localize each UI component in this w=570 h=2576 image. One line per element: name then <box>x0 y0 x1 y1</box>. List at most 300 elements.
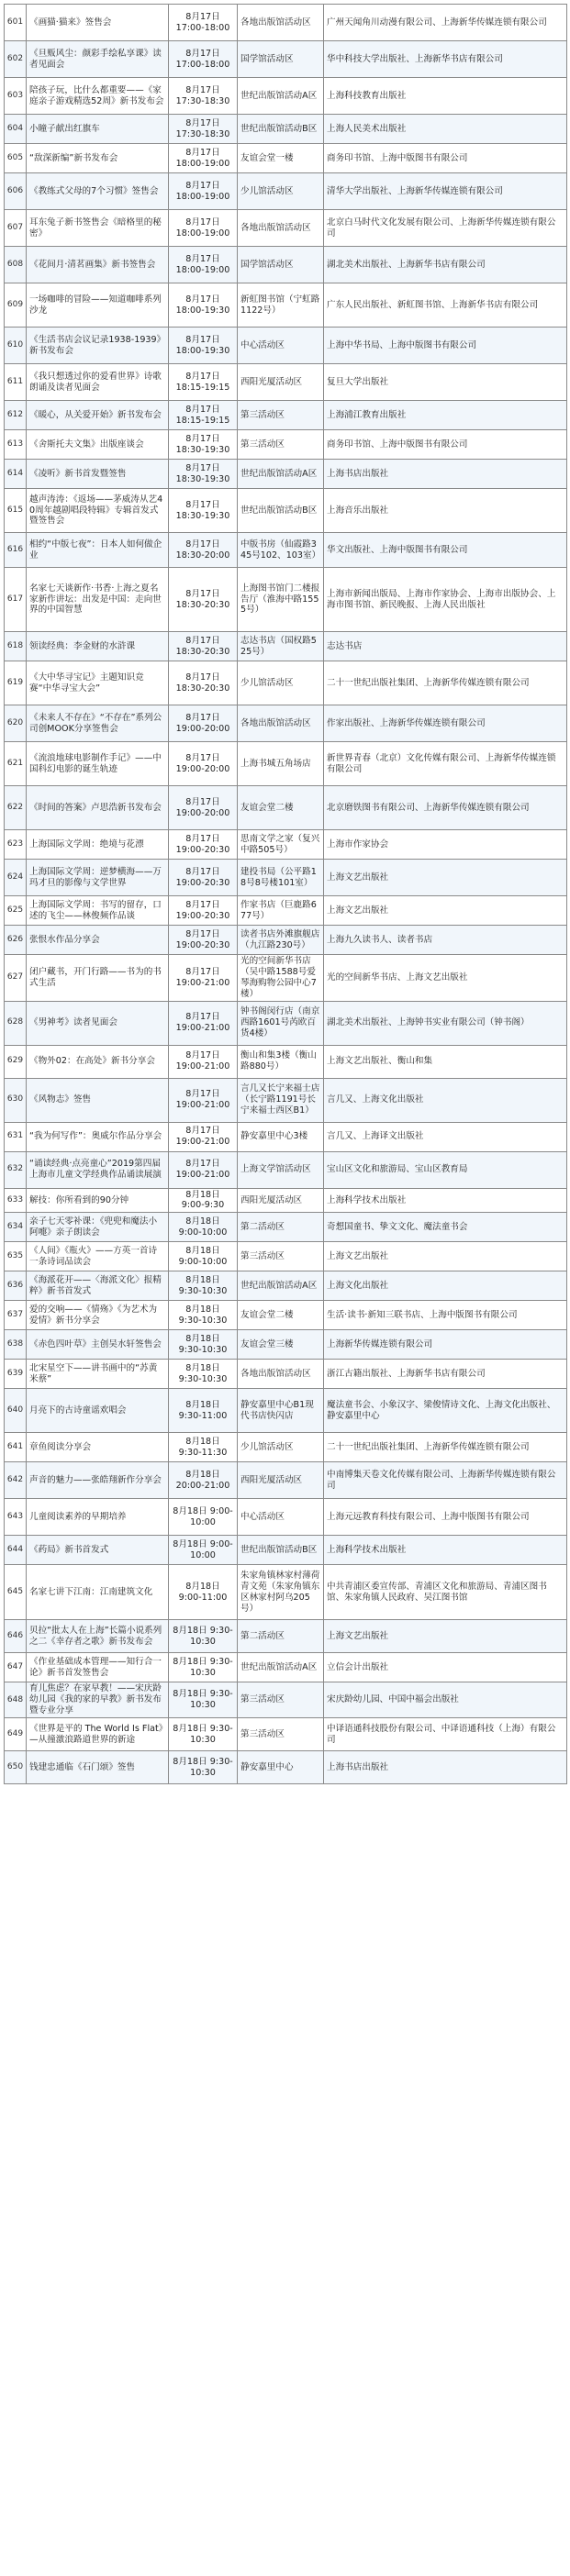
event-venue: 友谊会堂三楼 <box>238 1330 324 1360</box>
event-organizer: 上海科学技术出版社 <box>324 1188 567 1213</box>
event-time: 8月17日 19:00-20:00 <box>169 742 238 786</box>
event-venue: 上海书城五角场店 <box>238 742 324 786</box>
event-time: 8月18日 9:30-10:30 <box>169 1360 238 1389</box>
event-title: 耳东兔子新书签售会《暗格里的秘密》 <box>27 210 169 247</box>
table-row <box>5 860 567 896</box>
event-venue: 西阳光厦活动区 <box>238 1188 324 1213</box>
table-row <box>5 742 567 786</box>
event-venue: 少儿馆活动区 <box>238 173 324 210</box>
event-organizer: 上海文化出版社 <box>324 1271 567 1301</box>
event-time: 8月18日 9:00-10:00 <box>169 1213 238 1242</box>
event-organizer: 上海书店出版社 <box>324 1751 567 1784</box>
event-time: 8月17日 19:00-20:30 <box>169 926 238 955</box>
event-time: 8月17日 18:30-19:30 <box>169 489 238 533</box>
table-row <box>5 1565 567 1620</box>
event-number: 629 <box>5 1045 27 1078</box>
event-organizer: 湖北美术出版社、上海钟书实业有限公司（钟书阁） <box>324 1001 567 1045</box>
event-time: 8月18日 9:30-10:30 <box>169 1271 238 1301</box>
event-time: 8月17日 17:00-18:00 <box>169 41 238 78</box>
event-venue: 第三活动区 <box>238 401 324 430</box>
event-number: 633 <box>5 1188 27 1213</box>
event-time: 8月17日 19:00-21:00 <box>169 955 238 1002</box>
event-venue: 志达书店（国权路525号） <box>238 632 324 661</box>
event-title: 《凌听》新书首发暨签售 <box>27 460 169 489</box>
table-row <box>5 173 567 210</box>
event-number: 630 <box>5 1078 27 1122</box>
event-title: 《风物志》签售 <box>27 1078 169 1122</box>
event-time: 8月18日 9:00-10:00 <box>169 1499 238 1536</box>
table-row <box>5 1536 567 1565</box>
event-time: 8月18日 9:30-10:30 <box>169 1718 238 1751</box>
event-title: 领读经典：李金财的水浒课 <box>27 632 169 661</box>
table-row <box>5 1242 567 1271</box>
event-number: 621 <box>5 742 27 786</box>
event-number: 625 <box>5 896 27 926</box>
event-time: 8月17日 19:00-21:00 <box>169 1122 238 1151</box>
event-title: 《大中华寻宝记》主题知识竞赛“中华寻宝大会” <box>27 661 169 705</box>
table-row <box>5 1620 567 1653</box>
event-title: 上海国际文学周：绝境与花漂 <box>27 830 169 860</box>
event-time: 8月17日 18:15-19:15 <box>169 401 238 430</box>
event-organizer: 华文出版社、上海中版图书有限公司 <box>324 533 567 568</box>
event-title: 月亮下的古诗童谣欢唱会 <box>27 1389 169 1433</box>
event-time: 8月18日 9:30-10:30 <box>169 1653 238 1682</box>
event-organizer: 宋庆龄幼儿园、中国中福会出版社 <box>324 1682 567 1718</box>
event-organizer: 上海市作家协会 <box>324 830 567 860</box>
event-number: 645 <box>5 1565 27 1620</box>
event-number: 631 <box>5 1122 27 1151</box>
event-organizer: 上海新华传媒连锁有限公司 <box>324 1330 567 1360</box>
event-number: 644 <box>5 1536 27 1565</box>
table-row <box>5 1389 567 1433</box>
event-number: 650 <box>5 1751 27 1784</box>
event-venue: 各地出版馆活动区 <box>238 1360 324 1389</box>
event-organizer: 中译语通科技股份有限公司、中译语通科技（上海）有限公司 <box>324 1718 567 1751</box>
event-number: 641 <box>5 1433 27 1462</box>
event-time: 8月17日 18:00-19:00 <box>169 247 238 283</box>
event-venue: 第二活动区 <box>238 1213 324 1242</box>
event-venue: 静安嘉里中心 <box>238 1751 324 1784</box>
event-venue: 各地出版馆活动区 <box>238 210 324 247</box>
event-time: 8月17日 18:30-20:30 <box>169 632 238 661</box>
event-time: 8月18日 9:30-10:30 <box>169 1682 238 1718</box>
event-time: 8月17日 18:00-19:30 <box>169 328 238 364</box>
event-number: 618 <box>5 632 27 661</box>
event-title: 育儿焦虑？在家早教！——宋庆龄幼儿园《我的家的早教》新书发布暨专业分享 <box>27 1682 169 1718</box>
event-venue: 朱家角镇林家村薄荷青文苑（朱家角镇东区林家村阿乌205号） <box>238 1565 324 1620</box>
event-time: 8月17日 17:30-18:30 <box>169 115 238 144</box>
table-row <box>5 144 567 173</box>
event-time: 8月17日 17:30-18:30 <box>169 78 238 115</box>
event-venue: 思南文学之家（复兴中路505号） <box>238 830 324 860</box>
event-organizer: 上海中华书局、上海中版图书有限公司 <box>324 328 567 364</box>
event-title: “诵读经典·点亮童心”2019第四届上海市儿童文学经典作品诵读展演 <box>27 1151 169 1188</box>
event-number: 607 <box>5 210 27 247</box>
event-number: 627 <box>5 955 27 1002</box>
event-number: 623 <box>5 830 27 860</box>
schedule-rows <box>5 5 567 1784</box>
table-row <box>5 1653 567 1682</box>
table-row <box>5 1213 567 1242</box>
table-row <box>5 364 567 401</box>
event-title: 《未来人不存在》“不存在”系列公司创MOOK分享签售会 <box>27 705 169 742</box>
event-number: 634 <box>5 1213 27 1242</box>
event-organizer: 湖北美术出版社、上海新华书店有限公司 <box>324 247 567 283</box>
event-time: 8月18日 9:00-11:00 <box>169 1565 238 1620</box>
table-row <box>5 1001 567 1045</box>
event-title: “我为何写作”：奥威尔作品分享会 <box>27 1122 169 1151</box>
event-title: 《赤色四叶草》主创吴水轩签售会 <box>27 1330 169 1360</box>
event-venue: 上海文学馆活动区 <box>238 1151 324 1188</box>
event-time: 8月17日 18:30-20:00 <box>169 533 238 568</box>
event-venue: 静安嘉里中心3楼 <box>238 1122 324 1151</box>
event-number: 616 <box>5 533 27 568</box>
event-organizer: 上海九久读书人、读者书店 <box>324 926 567 955</box>
event-title: 小瞳子献出红旗车 <box>27 115 169 144</box>
event-time: 8月17日 18:30-19:30 <box>169 460 238 489</box>
event-title: 解技：你所看到的90分钟 <box>27 1188 169 1213</box>
table-row <box>5 661 567 705</box>
event-time: 8月18日 9:30-10:30 <box>169 1301 238 1330</box>
event-title: 张恨水作品分享会 <box>27 926 169 955</box>
event-organizer: 中共青浦区委宣传部、青浦区文化和旅游局、青浦区图书馆、朱家角镇人民政府、吴江图书馆 <box>324 1565 567 1620</box>
table-row <box>5 1045 567 1078</box>
table-row <box>5 115 567 144</box>
event-venue: 友谊会堂一楼 <box>238 144 324 173</box>
event-title: 《我只想透过你的爱看世界》诗歌朗诵及读者见面会 <box>27 364 169 401</box>
event-number: 626 <box>5 926 27 955</box>
event-venue: 第三活动区 <box>238 1242 324 1271</box>
table-row <box>5 283 567 328</box>
event-venue: 世纪出版馆活动A区 <box>238 78 324 115</box>
table-row <box>5 401 567 430</box>
event-time: 8月18日 9:30-11:00 <box>169 1389 238 1433</box>
event-number: 611 <box>5 364 27 401</box>
event-venue: 新虹图书馆（宁虹路1122号） <box>238 283 324 328</box>
event-venue: 中心活动区 <box>238 328 324 364</box>
event-organizer: 生活·读书·新知三联书店、上海中版图书有限公司 <box>324 1301 567 1330</box>
event-number: 610 <box>5 328 27 364</box>
table-row <box>5 830 567 860</box>
event-venue: 第三活动区 <box>238 1682 324 1718</box>
event-venue: 西阳光厦活动区 <box>238 364 324 401</box>
event-number: 602 <box>5 41 27 78</box>
event-venue: 世纪出版馆活动B区 <box>238 489 324 533</box>
table-row <box>5 1433 567 1462</box>
event-organizer: 浙江古籍出版社、上海新华书店有限公司 <box>324 1360 567 1389</box>
event-title: 声音的魅力——张皓翔新作分享会 <box>27 1462 169 1499</box>
event-title: 《舍斯托夫文集》出版座谈会 <box>27 430 169 460</box>
event-organizer: 广东人民出版社、新虹图书馆、上海新华书店有限公司 <box>324 283 567 328</box>
event-number: 639 <box>5 1360 27 1389</box>
event-number: 612 <box>5 401 27 430</box>
event-title: 《作业基础成本管理——知行合一论》新书首发签售会 <box>27 1653 169 1682</box>
event-number: 604 <box>5 115 27 144</box>
event-organizer: 上海文艺出版社、衡山和集 <box>324 1045 567 1078</box>
event-organizer: 上海文艺出版社 <box>324 1620 567 1653</box>
event-title: 《流浪地球电影制作手记》——中国科幻电影的诞生轨迹 <box>27 742 169 786</box>
table-row <box>5 1462 567 1499</box>
table-row <box>5 1188 567 1213</box>
table-row <box>5 1151 567 1188</box>
table-row <box>5 632 567 661</box>
event-venue: 衡山和集3楼（衡山路880号） <box>238 1045 324 1078</box>
event-title: 上海国际文学周：逆梦横海——万玛才旦的影像与文学世界 <box>27 860 169 896</box>
event-organizer: 二十一世纪出版社集团、上海新华传媒连锁有限公司 <box>324 1433 567 1462</box>
table-row <box>5 5 567 41</box>
event-venue: 中版书房（仙霞路345号102、103室） <box>238 533 324 568</box>
event-title: 《海派花开——〈海派文化〉报精粹》新书首发式 <box>27 1271 169 1301</box>
event-organizer: 志达书店 <box>324 632 567 661</box>
event-title: 《物外02：在高处》新书分享会 <box>27 1045 169 1078</box>
event-number: 637 <box>5 1301 27 1330</box>
event-number: 628 <box>5 1001 27 1045</box>
event-time: 8月17日 18:00-19:00 <box>169 210 238 247</box>
event-number: 636 <box>5 1271 27 1301</box>
event-venue: 建投书局（公平路18号8号楼101室） <box>238 860 324 896</box>
event-title: 《教练式父母的7个习惯》签售会 <box>27 173 169 210</box>
event-schedule-table <box>4 4 567 1784</box>
event-number: 632 <box>5 1151 27 1188</box>
event-number: 619 <box>5 661 27 705</box>
event-title: 相约“中版七夜”：日本人如何做企业 <box>27 533 169 568</box>
event-venue: 静安嘉里中心B1现代书店快闪店 <box>238 1389 324 1433</box>
event-time: 8月17日 19:00-20:00 <box>169 786 238 830</box>
table-row <box>5 786 567 830</box>
event-venue: 各地出版馆活动区 <box>238 705 324 742</box>
event-time: 8月18日 9:00-10:00 <box>169 1242 238 1271</box>
event-venue: 国学馆活动区 <box>238 41 324 78</box>
event-time: 8月18日 20:00-21:00 <box>169 1462 238 1499</box>
event-number: 614 <box>5 460 27 489</box>
event-venue: 世纪出版馆活动A区 <box>238 460 324 489</box>
event-time: 8月17日 19:00-20:30 <box>169 860 238 896</box>
table-row <box>5 926 567 955</box>
table-row <box>5 1301 567 1330</box>
table-row <box>5 1499 567 1536</box>
event-organizer: 上海文艺出版社 <box>324 1242 567 1271</box>
event-title: 爱的交响——《情殇》《为艺术为爱情》新书分享会 <box>27 1301 169 1330</box>
event-number: 624 <box>5 860 27 896</box>
table-row <box>5 430 567 460</box>
event-title: 《生活书店会议记录1938-1939》新书发布会 <box>27 328 169 364</box>
event-organizer: 新世界青春（北京）文化传媒有限公司、上海新华传媒连锁有限公司 <box>324 742 567 786</box>
event-venue: 第二活动区 <box>238 1620 324 1653</box>
table-row <box>5 1122 567 1151</box>
table-row <box>5 1360 567 1389</box>
event-time: 8月17日 18:30-19:30 <box>169 430 238 460</box>
event-title: 亲子七天零补课：《兜兜和魔法小阿嚏》亲子朗读会 <box>27 1213 169 1242</box>
event-time: 8月17日 18:15-19:15 <box>169 364 238 401</box>
event-organizer: 宝山区文化和旅游局、宝山区教育局 <box>324 1151 567 1188</box>
event-organizer: 上海文艺出版社 <box>324 896 567 926</box>
table-row <box>5 705 567 742</box>
table-row <box>5 1330 567 1360</box>
table-row <box>5 533 567 568</box>
event-venue: 各地出版馆活动区 <box>238 5 324 41</box>
event-number: 617 <box>5 568 27 632</box>
event-venue: 言几又长宁来福士店（长宁路1191号长宁来福士西区B1） <box>238 1078 324 1122</box>
event-time: 8月18日 9:00-10:00 <box>169 1536 238 1565</box>
event-organizer: 上海浦江教育出版社 <box>324 401 567 430</box>
event-title: 《旦贩风尘：颜彩手绘私享课》读者见面会 <box>27 41 169 78</box>
event-number: 649 <box>5 1718 27 1751</box>
event-title: 闭户藏书，开门行路——书为的书式生活 <box>27 955 169 1002</box>
event-time: 8月17日 17:00-18:00 <box>169 5 238 41</box>
event-title: 《暖心，从关爱开始》新书发布会 <box>27 401 169 430</box>
event-time: 8月17日 19:00-21:00 <box>169 1078 238 1122</box>
event-number: 620 <box>5 705 27 742</box>
event-number: 601 <box>5 5 27 41</box>
event-title: 名家七天谈新作·书香·上海之夏名家新作讲坛：出发是中国：走向世界的中国智慧 <box>27 568 169 632</box>
event-venue: 世纪出版馆活动B区 <box>238 1536 324 1565</box>
event-venue: 钟书阁闵行店（南京西路1601号芮欧百货4楼） <box>238 1001 324 1045</box>
event-venue: 少儿馆活动区 <box>238 1433 324 1462</box>
event-venue: 国学馆活动区 <box>238 247 324 283</box>
table-row <box>5 41 567 78</box>
event-organizer: 立信会计出版社 <box>324 1653 567 1682</box>
event-organizer: 清华大学出版社、上海新华传媒连锁有限公司 <box>324 173 567 210</box>
event-time: 8月18日 9:00-9:30 <box>169 1188 238 1213</box>
table-row <box>5 328 567 364</box>
event-venue: 第三活动区 <box>238 1718 324 1751</box>
event-title: 《男神考》读者见面会 <box>27 1001 169 1045</box>
event-number: 638 <box>5 1330 27 1360</box>
event-number: 615 <box>5 489 27 533</box>
event-title: 《药局》新书首发式 <box>27 1536 169 1565</box>
table-row <box>5 78 567 115</box>
event-organizer: 北京磨铁图书有限公司、上海新华传媒连锁有限公司 <box>324 786 567 830</box>
event-title: 名家七讲下江南：江南建筑文化 <box>27 1565 169 1620</box>
event-time: 8月18日 9:30-11:30 <box>169 1433 238 1462</box>
event-venue: 第三活动区 <box>238 430 324 460</box>
event-title: 《画猫·猫来》签售会 <box>27 5 169 41</box>
event-time: 8月17日 18:00-19:00 <box>169 144 238 173</box>
table-row <box>5 1682 567 1718</box>
event-organizer: 北京白马时代文化发展有限公司、上海新华传媒连锁有限公司 <box>324 210 567 247</box>
event-title: 章鱼阅读分享会 <box>27 1433 169 1462</box>
event-venue: 上海图书馆门二楼报告厅（淮海中路1555号） <box>238 568 324 632</box>
event-number: 605 <box>5 144 27 173</box>
event-venue: 西阳光厦活动区 <box>238 1462 324 1499</box>
event-organizer: 魔法童书会、小象汉字、梁俊情诗文化、上海文化出版社、静安嘉里中心 <box>324 1389 567 1433</box>
event-venue: 中心活动区 <box>238 1499 324 1536</box>
event-organizer: 商务印书馆、上海中版图书有限公司 <box>324 144 567 173</box>
event-organizer: 商务印书馆、上海中版图书有限公司 <box>324 430 567 460</box>
event-venue: 光的空间新华书店（吴中路1588号爱琴海购物公园中心7楼） <box>238 955 324 1002</box>
event-number: 622 <box>5 786 27 830</box>
event-organizer: 言几又、上海文化出版社 <box>324 1078 567 1122</box>
event-title: 《人间》《瓶火》——方英一首诗一条诗词品读会 <box>27 1242 169 1271</box>
event-title: 钱建忠通临《石门颂》签售 <box>27 1751 169 1784</box>
event-venue: 世纪出版馆活动B区 <box>238 115 324 144</box>
event-number: 603 <box>5 78 27 115</box>
event-time: 8月17日 19:00-20:30 <box>169 830 238 860</box>
event-organizer: 上海书店出版社 <box>324 460 567 489</box>
table-row <box>5 489 567 533</box>
table-row <box>5 568 567 632</box>
event-title: 贝拉“批太人在上海”长篇小说系列之二《幸存者之歌》新书发布会 <box>27 1620 169 1653</box>
event-venue: 友谊会堂二楼 <box>238 786 324 830</box>
event-organizer: 上海科技教育出版社 <box>324 78 567 115</box>
event-organizer: 中南博集天卷文化传媒有限公司、上海新华传媒连锁有限公司 <box>324 1462 567 1499</box>
table-row <box>5 247 567 283</box>
event-time: 8月17日 19:00-21:00 <box>169 1045 238 1078</box>
event-venue: 世纪出版馆活动A区 <box>238 1271 324 1301</box>
event-number: 643 <box>5 1499 27 1536</box>
event-title: 儿童阅读素养的早期培养 <box>27 1499 169 1536</box>
event-number: 640 <box>5 1389 27 1433</box>
event-time: 8月17日 18:30-20:30 <box>169 661 238 705</box>
event-organizer: 上海市新闻出版局、上海市作家协会、上海市出版协会、上海市图书馆、新民晚报、上海人民出版社 <box>324 568 567 632</box>
event-number: 642 <box>5 1462 27 1499</box>
event-title: 《花间月·清茗画集》新书签售会 <box>27 247 169 283</box>
event-title: 上海国际文学周：书写的留存，口述的飞尘——林俊频作品谈 <box>27 896 169 926</box>
event-organizer: 言几又、上海译文出版社 <box>324 1122 567 1151</box>
table-row <box>5 1751 567 1784</box>
event-title: 《世界是平的 The World Is Flat》—从撞激浪路道世界的新途 <box>27 1718 169 1751</box>
event-venue: 作家书店（巨鹿路677号） <box>238 896 324 926</box>
event-venue: 读者书店外滩旗舰店（九江路230号） <box>238 926 324 955</box>
event-time: 8月18日 9:30-10:30 <box>169 1330 238 1360</box>
event-venue: 少儿馆活动区 <box>238 661 324 705</box>
event-title: 北宋星空下——讲书画中的“苏黄米蔡” <box>27 1360 169 1389</box>
event-organizer: 上海文艺出版社 <box>324 860 567 896</box>
event-organizer: 上海人民美术出版社 <box>324 115 567 144</box>
event-time: 8月17日 18:30-20:30 <box>169 568 238 632</box>
event-venue: 世纪出版馆活动A区 <box>238 1653 324 1682</box>
event-number: 609 <box>5 283 27 328</box>
event-organizer: 光的空间新华书店、上海文艺出版社 <box>324 955 567 1002</box>
event-number: 613 <box>5 430 27 460</box>
table-row <box>5 955 567 1002</box>
table-row <box>5 1078 567 1122</box>
table-row <box>5 460 567 489</box>
event-organizer: 上海元远教育科技有限公司、上海中版图书有限公司 <box>324 1499 567 1536</box>
event-organizer: 奇想国童书、挚文文化、魔法童书会 <box>324 1213 567 1242</box>
event-organizer: 复旦大学出版社 <box>324 364 567 401</box>
event-number: 648 <box>5 1682 27 1718</box>
table-row <box>5 896 567 926</box>
event-organizer: 华中科技大学出版社、上海新华书店有限公司 <box>324 41 567 78</box>
event-venue: 友谊会堂二楼 <box>238 1301 324 1330</box>
event-number: 606 <box>5 173 27 210</box>
event-time: 8月17日 19:00-20:00 <box>169 705 238 742</box>
event-time: 8月18日 9:30-10:30 <box>169 1751 238 1784</box>
event-organizer: 上海科学技术出版社 <box>324 1536 567 1565</box>
event-number: 635 <box>5 1242 27 1271</box>
event-title: 陪孩子玩，比什么都重要——《家庭亲子游戏精选52周》新书发布会 <box>27 78 169 115</box>
event-organizer: 广州天闻角川动漫有限公司、上海新华传媒连锁有限公司 <box>324 5 567 41</box>
table-row <box>5 210 567 247</box>
event-title: 《时间的答案》卢思浩新书发布会 <box>27 786 169 830</box>
event-time: 8月17日 19:00-21:00 <box>169 1151 238 1188</box>
event-organizer: 作家出版社、上海新华传媒连锁有限公司 <box>324 705 567 742</box>
event-number: 608 <box>5 247 27 283</box>
event-time: 8月18日 9:30-10:30 <box>169 1620 238 1653</box>
event-number: 647 <box>5 1653 27 1682</box>
event-time: 8月17日 19:00-20:30 <box>169 896 238 926</box>
event-number: 646 <box>5 1620 27 1653</box>
event-title: “敌深新编”新书发布会 <box>27 144 169 173</box>
event-organizer: 二十一世纪出版社集团、上海新华传媒连锁有限公司 <box>324 661 567 705</box>
table-row <box>5 1271 567 1301</box>
event-title: 越声涛涛：《返场——茅威涛从艺40周年越剧唱段特辑》专辑首发式暨签售会 <box>27 489 169 533</box>
event-time: 8月17日 18:00-19:00 <box>169 173 238 210</box>
table-row <box>5 1718 567 1751</box>
event-time: 8月17日 19:00-21:00 <box>169 1001 238 1045</box>
event-time: 8月17日 18:00-19:30 <box>169 283 238 328</box>
